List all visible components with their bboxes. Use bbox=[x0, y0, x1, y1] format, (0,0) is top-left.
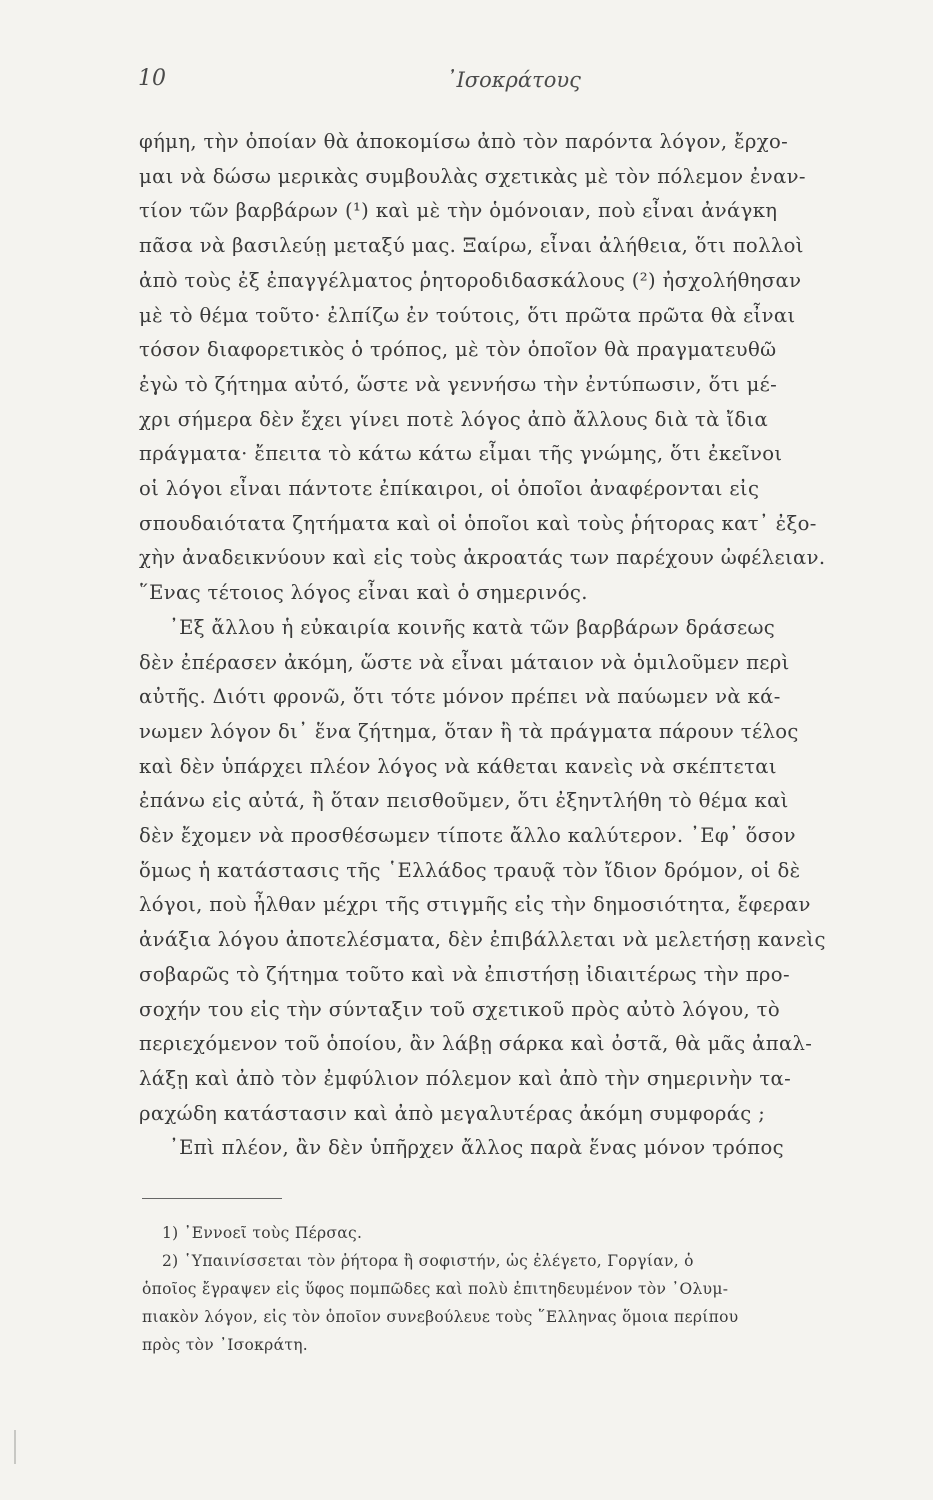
text-line: ἀπὸ τοὺς ἐξ ἐπαγγέλματος ῥητοροδιδασκάλους (²) ἠσχολήθησαν bbox=[139, 268, 802, 292]
text-line: λόγοι, ποὺ ἦλθαν μέχρι τῆς στιγμῆς εἰς τὴν δημοσιότητα, ἔφεραν bbox=[139, 893, 811, 917]
page-number: 10 bbox=[138, 66, 166, 91]
text-line: αὐτῆς. Διότι φρονῶ, ὅτι τότε μόνον πρέπει νὰ παύωμεν νὰ κά- bbox=[139, 685, 781, 709]
text-line: λάξῃ καὶ ἀπὸ τὸν ἐμφύλιον πόλεμον καὶ ἀπὸ τὴν σημερινὴν τα- bbox=[139, 1066, 792, 1090]
footnote-line: πρὸς τὸν ᾿Ισοκράτη. bbox=[142, 1336, 309, 1354]
text-line: περιεχόμενον τοῦ ὁποίου, ἂν λάβῃ σάρκα καὶ ὀστᾶ, θὰ μᾶς ἀπαλ- bbox=[139, 1032, 813, 1056]
text-line: ὅμως ἡ κατάστασις τῆς ῾Ελλάδος τραυᾷ τὸν ἴδιον δρόμον, οἱ δὲ bbox=[139, 858, 801, 882]
text-line: πᾶσα νὰ βασιλεύῃ μεταξύ μας. Ξαίρω, εἶναι ἀλήθεια, ὅτι πολλοὶ bbox=[139, 234, 804, 258]
text-line: πράγματα· ἔπειτα τὸ κάτω κάτω εἶμαι τῆς γνώμης, ὅτι ἐκεῖνοι bbox=[139, 442, 783, 466]
footnote-divider bbox=[142, 1198, 282, 1199]
text-line: φήμη, τὴν ὁποίαν θὰ ἀποκομίσω ἀπὸ τὸν παρόντα λόγον, ἔρχο- bbox=[139, 130, 789, 153]
text-line: δὲν ἔχομεν νὰ προσθέσωμεν τίποτε ἄλλο καλύτερον. ᾿Εφ᾿ ὅσον bbox=[139, 824, 796, 847]
footnote-line: 2) ῾Υπαινίσσεται τὸν ῥήτορα ἢ σοφιστήν, ὡς ἐλέγετο, Γοργίαν, ὁ bbox=[162, 1252, 694, 1270]
text-line: ραχώδη κατάστασιν καὶ ἀπὸ μεγαλυτέρας ἀκόμη συμφοράς ; bbox=[139, 1101, 766, 1125]
text-line: καὶ δὲν ὑπάρχει πλέον λόγος νὰ κάθεται κανεὶς νὰ σκέπτεται bbox=[139, 754, 777, 778]
running-title: ᾿Ισοκράτους bbox=[446, 68, 581, 92]
text-line: ᾿Εξ ἄλλου ἡ εὐκαιρία κοινῆς κατὰ τῶν βαρβάρων δράσεως bbox=[169, 615, 776, 639]
text-line: οἱ λόγοι εἶναι πάντοτε ἐπίκαιροι, οἱ ὁποῖοι ἀναφέρονται εἰς bbox=[139, 477, 760, 500]
footnote-line: ὁποῖος ἔγραψεν εἰς ὕφος πομπῶδες καὶ πολὺ ἐπιτηδευμένον τὸν ᾿Ολυμ- bbox=[142, 1280, 729, 1298]
text-line: τίον τῶν βαρβάρων (¹) καὶ μὲ τὴν ὁμόνοιαν, ποὺ εἶναι ἀνάγκη bbox=[139, 199, 778, 223]
text-line: χὴν ἀναδεικνύουν καὶ εἰς τοὺς ἀκροατάς των παρέχουν ὠφέλειαν. bbox=[139, 546, 826, 570]
text-line: ἀνάξια λόγου ἀποτελέσματα, δὲν ἐπιβάλλεται νὰ μελετήσῃ κανεὶς bbox=[139, 928, 826, 952]
text-line: μὲ τὸ θέμα τοῦτο· ἐλπίζω ἐν τούτοις, ὅτι πρῶτα πρῶτα θὰ εἶναι bbox=[139, 303, 796, 327]
text-line: ᾿Επὶ πλέον, ἂν δὲν ὑπῆρχεν ἄλλος παρὰ ἕνας μόνον τρόπος bbox=[169, 1136, 784, 1160]
text-line: ἐπάνω εἰς αὐτά, ἢ ὅταν πεισθοῦμεν, ὅτι ἐξηντλήθη τὸ θέμα καὶ bbox=[139, 789, 789, 813]
text-line: ῞Ενας τέτοιος λόγος εἶναι καὶ ὁ σημερινός. bbox=[139, 581, 588, 605]
text-line: σπουδαιότατα ζητήματα καὶ οἱ ὁποῖοι καὶ τοὺς ῥήτορας κατ᾿ ἐξο- bbox=[139, 511, 817, 535]
text-line: τόσον διαφορετικὸς ὁ τρόπος, μὲ τὸν ὁποῖον θὰ πραγματευθῶ bbox=[139, 338, 777, 362]
footnote-line: 1) ᾿Εννοεῖ τοὺς Πέρσας. bbox=[162, 1224, 363, 1242]
text-line: σοβαρῶς τὸ ζήτημα τοῦτο καὶ νὰ ἐπιστήσῃ ἰδιαιτέρως τὴν προ- bbox=[139, 962, 790, 986]
text-line: χρι σήμερα δὲν ἔχει γίνει ποτὲ λόγος ἀπὸ ἄλλους διὰ τὰ ἴδια bbox=[139, 407, 769, 431]
text-line: ἐγὼ τὸ ζήτημα αὐτό, ὥστε νὰ γεννήσω τὴν ἐντύπωσιν, ὅτι μέ- bbox=[139, 372, 778, 396]
page-header bbox=[138, 66, 878, 102]
text-line: σοχήν του εἰς τὴν σύνταξιν τοῦ σχετικοῦ πρὸς αὐτὸ λόγου, τὸ bbox=[139, 997, 780, 1021]
text-line: μαι νὰ δώσω μερικὰς συμβουλὰς σχετικὰς μὲ τὸν πόλεμον ἐναν- bbox=[139, 164, 806, 188]
text-line: νωμεν λόγον δι᾿ ἕνα ζήτημα, ὅταν ἢ τὰ πράγματα πάρουν τέλος bbox=[139, 719, 799, 743]
text-line: δὲν ἐπέρασεν ἀκόμη, ὥστε νὰ εἶναι μάταιον νὰ ὁμιλοῦμεν περὶ bbox=[139, 650, 790, 674]
scan-margin-mark bbox=[14, 1430, 16, 1464]
footnote-line: πιακὸν λόγον, εἰς τὸν ὁποῖον συνεβούλευε τοὺς ῞Ελληνας ὅμοια περίπου bbox=[142, 1308, 739, 1326]
